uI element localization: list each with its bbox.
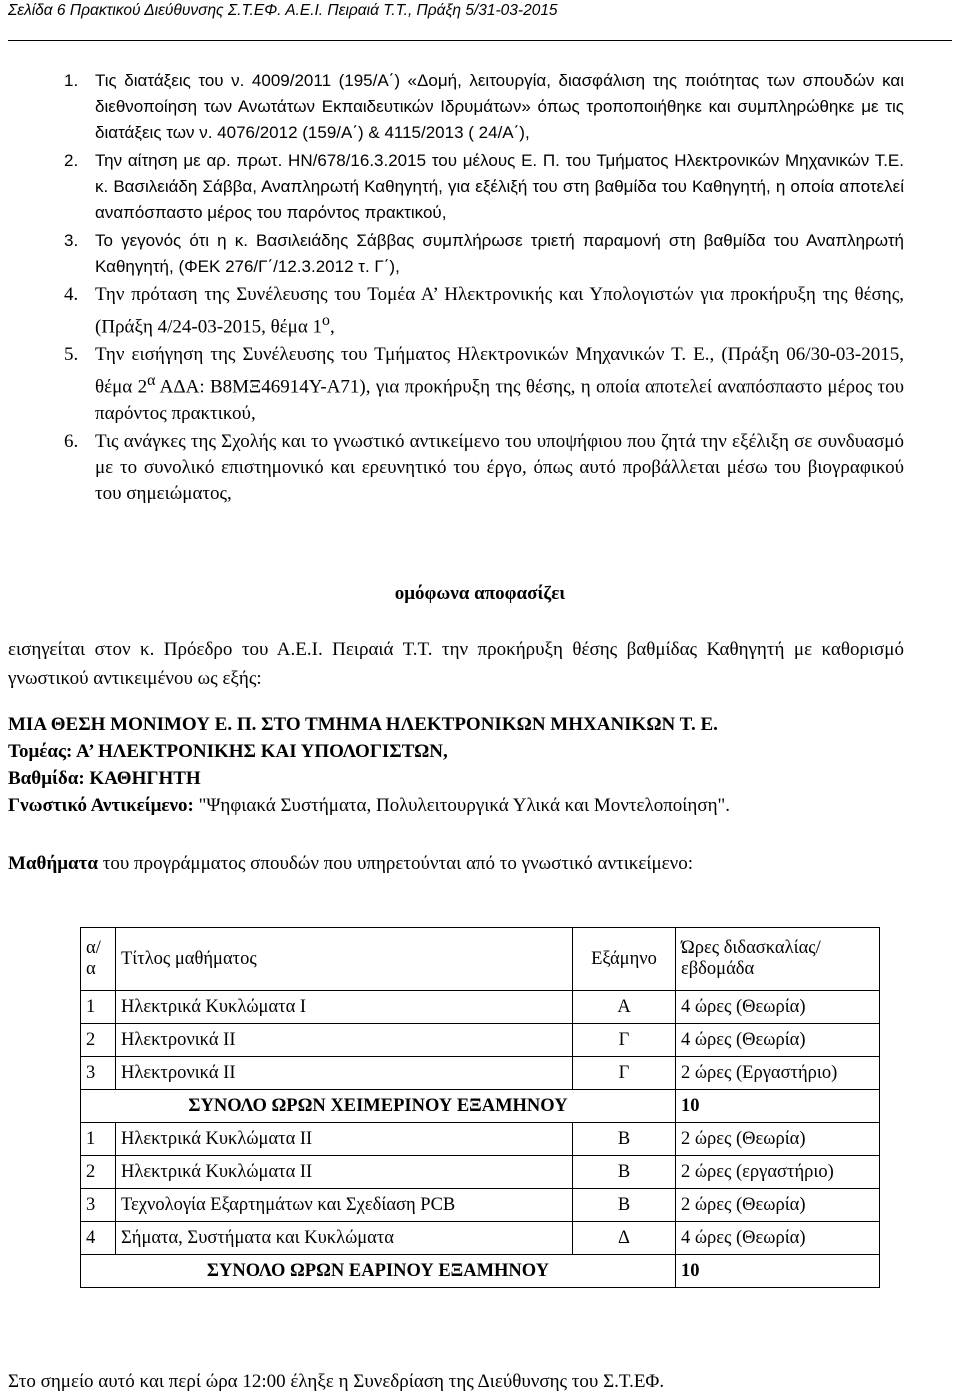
cell-no: 3 (81, 1189, 116, 1222)
item-number: 6. (64, 430, 79, 452)
cell-hours: 2 ώρες (Θεωρία) (676, 1189, 880, 1222)
cell-hours: 2 ώρες (εργαστήριο) (676, 1156, 880, 1189)
page-header: Σελίδα 6 Πρακτικού Διεύθυνσης Σ.Τ.ΕΦ. Α.Ε.Ι. Πειραιά Τ.Τ., Πράξη 5/31-03-2015 (8, 0, 952, 41)
cell-semester: Β (573, 1189, 676, 1222)
table-row (81, 1189, 880, 1222)
item-text-end: ΑΔΑ: Β8ΜΞ46914Υ-Α71), για προκήρυξη της θέσης, η οποία αποτελεί αναπόσπαστο μέρος του παρόντος πρακτικού, (95, 376, 904, 424)
header-semester: Εξάμηνο (573, 928, 676, 991)
position-sector: Τομέας: Α’ ΗΛΕΚΤΡΟΝΙΚΗΣ ΚΑΙ ΥΠΟΛΟΓΙΣΤΩΝ, (8, 741, 448, 762)
item-text-end: , (329, 316, 335, 338)
consideration-item (64, 429, 904, 507)
item-superscript: α (147, 372, 156, 390)
item-number: 2. (64, 151, 79, 170)
cell-title: Ηλεκτρικά Κυκλώματα Ι (116, 991, 573, 1024)
table-row (81, 991, 880, 1024)
cell-semester: Γ (573, 1057, 676, 1090)
header-no: α/α (81, 928, 116, 991)
decision-heading: ομόφωνα αποφασίζει (394, 583, 566, 604)
cell-semester: Δ (573, 1222, 676, 1255)
cell-semester: Γ (573, 1024, 676, 1057)
consideration-item (64, 148, 904, 226)
spring-total-row (81, 1255, 880, 1288)
closing-statement: Στο σημείο αυτό και περί ώρα 12:00 έληξε η Συνεδρίαση της Διεύθυνσης του Σ.Τ.ΕΦ. (8, 1371, 665, 1392)
cell-no: 2 (81, 1024, 116, 1057)
lessons-text: του προγράμματος σπουδών που υπηρετούνται από το γνωστικό αντικείμενο: (97, 853, 694, 874)
table-row (81, 1057, 880, 1090)
item-text: Τις διατάξεις του ν. 4009/2011 (195/Α΄) «Δομή, λειτουργία, διασφάλιση της ποιότητας των σπουδών και διεθνοποίηση των Ανωτάτων Εκπαιδευτικών Ιδρυμάτων» όπως τροποποιήθηκε και συμπληρώθηκε με τις διατάξεις των ν. 4076/2012 (159/Α΄) & 4115/2013 ( 24/Α΄), (95, 71, 904, 142)
position-title: ΜΙΑ ΘΕΣΗ ΜΟΝΙΜΟΥ Ε. Π. ΣΤΟ ΤΜΗΜΑ ΗΛΕΚΤΡΟΝΙΚΩΝ ΜΗΧΑΝΙΚΩΝ Τ. Ε. (8, 714, 718, 735)
cell-no: 2 (81, 1156, 116, 1189)
cell-title: Ηλεκτρικά Κυκλώματα ΙΙ (116, 1123, 573, 1156)
item-text: Το γεγονός ότι η κ. Βασιλειάδης Σάββας συμπλήρωσε τριετή παραμονή στη βαθμίδα του Αναπληρωτή Καθηγητή, (ΦΕΚ 276/Γ΄/12.3.2012 τ. Γ΄), (95, 231, 904, 276)
cell-title: Ηλεκτρονικά ΙΙ (116, 1057, 573, 1090)
position-subject (8, 792, 904, 819)
proposal-paragraph: εισηγείται στον κ. Πρόεδρο του Α.Ε.Ι. Πειραιά Τ.Τ. την προκήρυξη θέσης βαθμίδας Καθηγητή με καθορισμό γνωστικού αντικειμένου ως εξής: (8, 639, 904, 689)
cell-hours: 2 ώρες (Εργαστήριο) (676, 1057, 880, 1090)
item-number: 4. (64, 284, 79, 305)
cell-hours: 4 ώρες (Θεωρία) (676, 991, 880, 1024)
lessons-label: Μαθήματα (8, 853, 98, 874)
item-number: 5. (64, 344, 79, 366)
item-text: Την εισήγηση της Συνέλευσης του Τμήματος Ηλεκτρονικών Μηχανικών Τ. Ε., (Πράξη 06/30-03-2015, θέμα 2 (95, 344, 904, 398)
header-title: Τίτλος μαθήματος (116, 928, 573, 991)
consideration-item (64, 68, 904, 146)
cell-hours: 2 ώρες (Θεωρία) (676, 1123, 880, 1156)
table-header-row (81, 928, 880, 991)
item-number: 1. (64, 71, 79, 90)
courses-table (80, 927, 880, 1288)
item-text: Την αίτηση με αρ. πρωτ. ΗΝ/678/16.3.2015 του μέλους Ε. Π. του Τμήματος Ηλεκτρονικών Μηχανικών Τ.Ε. κ. Βασιλειάδη Σάββα, Αναπληρωτή Καθηγητή, για εξέλιξή του στη βαθμίδα του Καθηγητή, η οποία αποτελεί αναπόσπαστο μέρος του παρόντος πρακτικού, (95, 151, 904, 222)
cell-no: 4 (81, 1222, 116, 1255)
cell-semester: Β (573, 1156, 676, 1189)
consideration-item (64, 342, 904, 426)
consideration-item (64, 282, 904, 340)
table-row (81, 1222, 880, 1255)
spring-total-label: ΣΥΝΟΛΟ ΩΡΩΝ ΕΑΡΙΝΟΥ ΕΞΑΜΗΝΟΥ (81, 1255, 676, 1288)
position-rank: Βαθμίδα: ΚΑΘΗΓΗΤΗ (8, 768, 201, 789)
considerations-list (64, 68, 904, 509)
lessons-intro (8, 849, 904, 878)
winter-total-value: 10 (676, 1090, 880, 1123)
cell-hours: 4 ώρες (Θεωρία) (676, 1024, 880, 1057)
cell-no: 1 (81, 1123, 116, 1156)
table-row (81, 1024, 880, 1057)
header-hours: Ώρες διδασκαλίας/εβδομάδα (676, 928, 880, 991)
winter-total-label: ΣΥΝΟΛΟ ΩΡΩΝ ΧΕΙΜΕΡΙΝΟΥ ΕΞΑΜΗΝΟΥ (81, 1090, 676, 1123)
cell-title: Ηλεκτρικά Κυκλώματα ΙΙ (116, 1156, 573, 1189)
cell-title: Τεχνολογία Εξαρτημάτων και Σχεδίαση PCB (116, 1189, 573, 1222)
table-row (81, 1123, 880, 1156)
cell-semester: Α (573, 991, 676, 1024)
cell-semester: Β (573, 1123, 676, 1156)
table-row (81, 1156, 880, 1189)
subject-label: Γνωστικό Αντικείμενο: (8, 795, 194, 816)
item-superscript: ο (322, 312, 330, 329)
winter-total-row (81, 1090, 880, 1123)
position-spec (8, 711, 904, 819)
cell-title: Σήματα, Συστήματα και Κυκλώματα (116, 1222, 573, 1255)
item-text: Τις ανάγκες της Σχολής και το γνωστικό αντικείμενο του υποψήφιου που ζητά την εξέλιξη σε συνδυασμό με το συνολικό επιστημονικό και ερευνητικό του έργο, όπως αυτό προβάλλεται μέσω του βιογραφικού του σημειώματος, (95, 430, 904, 504)
item-number: 3. (64, 231, 79, 250)
consideration-item (64, 228, 904, 280)
spring-total-value: 10 (676, 1255, 880, 1288)
cell-no: 1 (81, 991, 116, 1024)
cell-no: 3 (81, 1057, 116, 1090)
cell-hours: 4 ώρες (Θεωρία) (676, 1222, 880, 1255)
item-text: Την πρόταση της Συνέλευσης του Τομέα Α’ Ηλεκτρονικής και Υπολογιστών για προκήρυξη της θέσης, (Πράξη 4/24-03-2015, θέμα 1 (95, 284, 904, 338)
cell-title: Ηλεκτρονικά ΙΙ (116, 1024, 573, 1057)
subject-value: "Ψηφιακά Συστήματα, Πολυλειτουργικά Υλικά και Μοντελοποίηση". (193, 795, 731, 816)
